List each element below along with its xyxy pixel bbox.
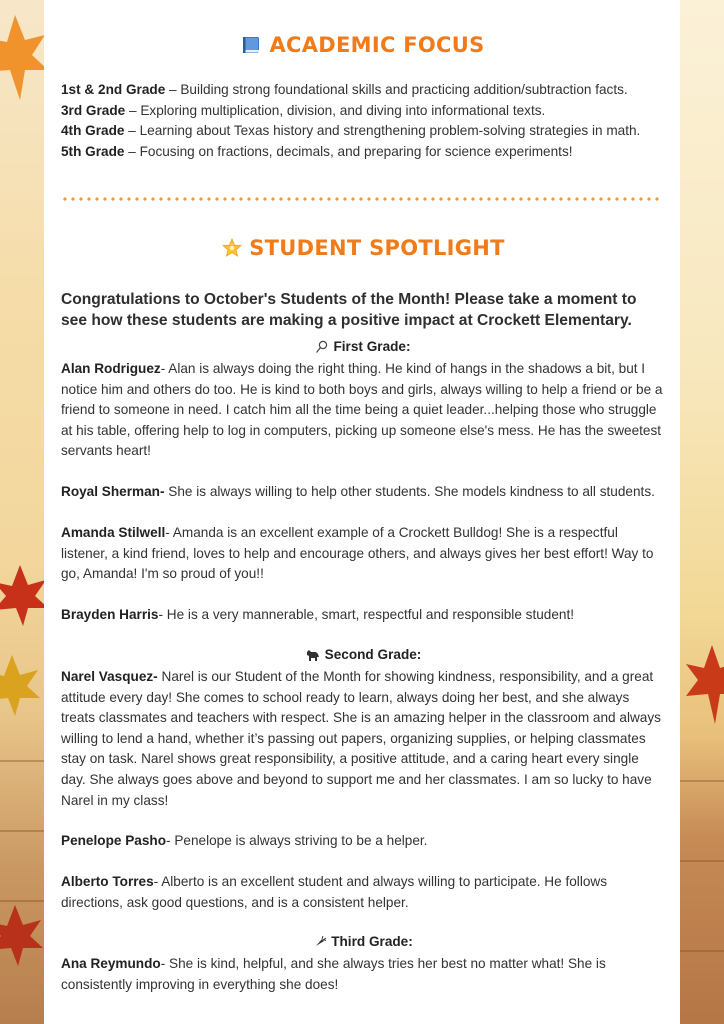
section-title: STUDENT SPOTLIGHT bbox=[249, 236, 505, 260]
maple-leaf-icon bbox=[0, 900, 44, 980]
maple-leaf-icon bbox=[0, 10, 44, 110]
carrot-icon bbox=[313, 935, 327, 949]
student-entry: Royal Sherman- She is always willing to help other students. She models kindness to all students. bbox=[61, 484, 655, 499]
student-entry: Ana Reymundo- She is kind, helpful, and she always tries her best no matter what! She is consistently improving in everything she does! bbox=[61, 956, 606, 992]
grade-heading-third: Third Grade: bbox=[61, 934, 665, 949]
list-item: 3rd Grade – Exploring multiplication, division, and diving into informational texts. bbox=[61, 102, 546, 118]
glowing-star-icon bbox=[221, 237, 243, 259]
dotted-divider bbox=[61, 197, 661, 201]
maple-leaf-icon bbox=[682, 640, 724, 730]
bull-icon bbox=[305, 648, 321, 662]
maple-leaf-icon bbox=[0, 650, 42, 730]
spotlight-intro: Congratulations to October's Students of the Month! Please take a moment to see how these students are making a positive impact at Crockett Elementary. bbox=[61, 291, 637, 329]
book-icon bbox=[241, 34, 263, 56]
autumn-background-left bbox=[0, 0, 44, 1024]
section-title: ACADEMIC FOCUS bbox=[269, 33, 485, 57]
student-entry: Amanda Stilwell- Amanda is an excellent example of a Crockett Bulldog! She is a respectful listener, a kind friend, loves to help and encourage others, and always gives her best effort! Way to go, Amanda! I'm so proud of you!! bbox=[61, 525, 654, 582]
list-item: 4th Grade – Learning about Texas history and strengthening problem-solving strategies in math. bbox=[61, 123, 641, 138]
autumn-background-right bbox=[680, 0, 724, 1024]
academic-focus-heading bbox=[61, 33, 665, 57]
academic-focus-list bbox=[61, 80, 665, 162]
student-entry: Narel Vasquez- Narel is our Student of the Month for showing kindness, responsibility, and a great attitude every day! She comes to school ready to learn, always doing her best, and she always treats classmates and teachers with respect. She is an amazing helper in the classroom and always willing to lend a hand, whether it’s passing out papers, organizing supplies, or helping classmates stay on task. Narel shows great responsibility, a positive attitude, and a caring heart every single day. She always goes above and beyond to support me and her classmates. I am so lucky to have Narel in my class! bbox=[61, 669, 661, 808]
student-entry: Brayden Harris- He is a very mannerable, smart, respectful and responsible student! bbox=[61, 607, 575, 622]
maple-leaf-icon bbox=[0, 560, 44, 630]
student-entry: Alan Rodriguez- Alan is always doing the right thing. He kind of hangs in the shadows a bit, but I notice him and others do too. He is kind to both boys and girls, always willing to help a friend or be a friend to someone in need. I catch him all the time being a quiet leader...helping those who struggle at his table, offering help to log in computers, picking up someone else's mess. He has the sweetest servants heart! bbox=[61, 361, 663, 459]
grade-heading-first: First Grade: bbox=[61, 339, 665, 354]
grade-heading-second: Second Grade: bbox=[61, 647, 665, 662]
list-item: 5th Grade – Focusing on fractions, decimals, and preparing for science experiments! bbox=[61, 143, 573, 159]
student-entry: Alberto Torres- Alberto is an excellent student and always willing to participate. He follows directions, ask good questions, and is a consistent helper. bbox=[61, 874, 608, 910]
student-spotlight-heading bbox=[61, 236, 665, 260]
pin-icon bbox=[315, 340, 329, 354]
list-item: 1st & 2nd Grade – Building strong foundational skills and practicing addition/subtraction facts. bbox=[61, 82, 628, 97]
student-entry: Penelope Pasho- Penelope is always striving to be a helper. bbox=[61, 833, 428, 848]
